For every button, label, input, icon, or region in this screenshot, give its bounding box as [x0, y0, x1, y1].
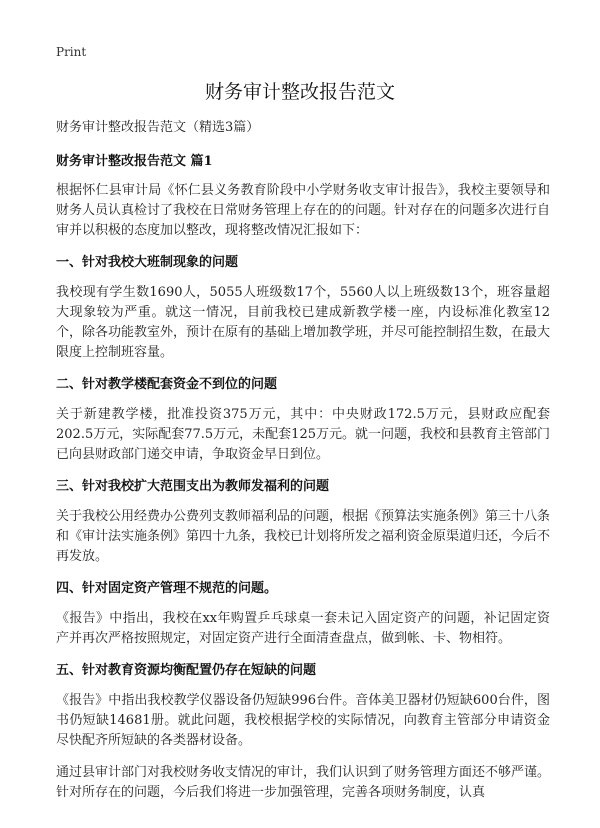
closing-paragraph: 通过县审计部门对我校财务收支情况的审计，我们认识到了财务管理方面还不够严谨。针对所存在的问题，今后我们将进一步加强管理，完善各项财务制度，认真: [56, 765, 551, 800]
section-heading-4: 四、针对固定资产管理不规范的问题。: [56, 581, 278, 596]
section-heading-5: 五、针对教育资源均衡配置仍存在短缺的问题: [56, 663, 317, 678]
section-body-1: 我校现有学生数1690人，5055人班级数17个，5560人以上班级数13个，班容量超大现象较为严重。就这一情况，目前我校已建成新教学楼一座，内设标准化教室12个，除各功能教室外，预计在原有的基础上增加教学班，并尽可能控制招生数，在最大限度上控制班容量。: [56, 285, 551, 360]
section-heading-3: 三、针对我校扩大范围支出为教师发福利的问题: [56, 479, 330, 494]
document-body: [56, 118, 550, 815]
document-subtitle: 财务审计整改报告范文（精选3篇）: [56, 120, 260, 135]
section-body-4: 《报告》中指出，我校在xx年购置乒乓球桌一套未记入固定资产的问题，补记固定资产并再次严格按照规定，对固定资产进行全面清查盘点，做到帐、卡、物相符。: [56, 611, 550, 646]
section-body-2: 关于新建教学楼，批准投资375万元，其中：中央财政172.5万元，县财政应配套202.5万元，实际配套77.5万元，未配套125万元。就一问题，我校和县教育主管部门已向县财政部门递交申请，争取资金早日到位。: [56, 407, 550, 462]
intro-paragraph: 根据怀仁县审计局《怀仁县义务教育阶段中小学财务收支审计报告》，我校主要领导和财务人员认真检讨了我校在日常财务管理上存在的的问题。针对存在的问题多次进行自审并以积极的态度加以整改，现将整改情况汇报如下：: [56, 183, 551, 238]
section-body-5: 《报告》中指出我校教学仪器设备仍短缺996台件。音体美卫器材仍短缺600台件，图书仍短缺14681册。就此问题，我校根据学校的实际情况，向教育主管部分申请资金尽快配齐所短缺的各类器材设备。: [56, 693, 550, 748]
section-heading-2: 二、针对教学楼配套资金不到位的问题: [56, 377, 278, 392]
article-title: 财务审计整改报告范文 篇1: [56, 154, 213, 169]
section-body-3: 关于我校公用经费办公费列支教师福利品的问题，根据《预算法实施条例》第三十八条和《审计法实施条例》第四十九条，我校已计划将所发之福利资金原渠道归还，今后不再发放。: [56, 509, 551, 564]
section-heading-1: 一、针对我校大班制现象的问题: [56, 255, 239, 270]
print-link[interactable]: Print: [56, 45, 87, 59]
page-title: 财务审计整改报告范文: [204, 81, 395, 103]
